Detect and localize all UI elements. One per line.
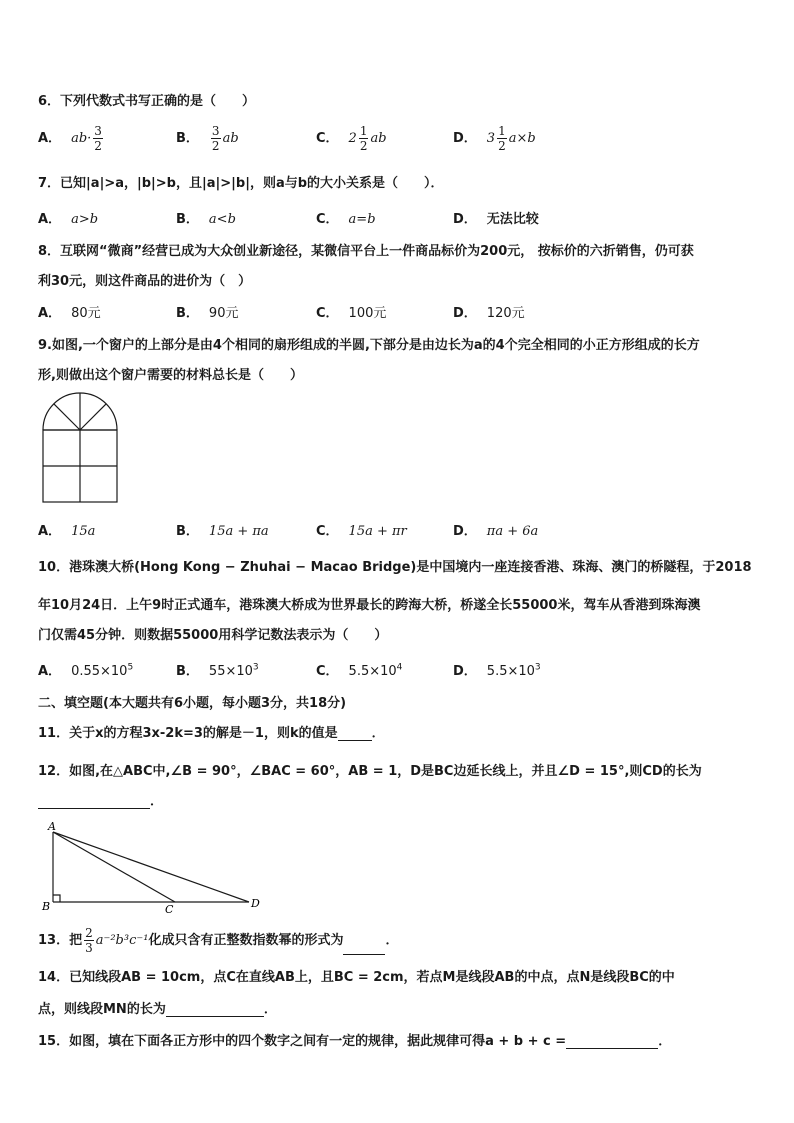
q11-answer-blank[interactable] bbox=[338, 727, 372, 741]
q14-line2: 点，则线段MN的长为 ． bbox=[38, 1002, 277, 1017]
q9-option-c: C． 15a + πr bbox=[316, 524, 407, 539]
point-label-d: D bbox=[251, 897, 260, 910]
q9-option-a: A． 15a bbox=[38, 524, 96, 539]
point-label-b: B bbox=[42, 900, 51, 913]
q7-option-d: D． 无法比较 bbox=[453, 212, 539, 227]
window-figure bbox=[40, 392, 120, 504]
section-heading: 二、填空题(本大题共有6小题，每小题3分，共18分) bbox=[38, 696, 347, 711]
q7-option-a: A． a>b bbox=[38, 212, 99, 227]
point-label-a: A bbox=[48, 820, 56, 833]
q7-option-c: C． a=b bbox=[316, 212, 376, 227]
q14-line1: 14．已知线段AB = 10cm，点C在直线AB上，且BC = 2cm，若点M是线段AB的中点，点N是线段BC的中 bbox=[38, 970, 675, 985]
q8-stem-line2: 利30元，则这件商品的进价为（ ） bbox=[38, 274, 252, 289]
q10-stem-line1: 10．港珠澳大桥(Hong Kong − Zhuhai − Macao Bridge)是中国境内一座连接香港、珠海、澳门的桥隧程，于2018 bbox=[38, 560, 752, 575]
q15-answer-blank[interactable] bbox=[566, 1035, 658, 1049]
q6-option-b: B． $\frac{3}{2}$ ab bbox=[176, 124, 239, 153]
point-label-c: C bbox=[165, 903, 174, 916]
q11-stem: 11．关于x的方程3x-2k=3的解是－1，则k的值是 ． bbox=[38, 726, 385, 741]
q6-option-d: D． 3 $\frac{1}{2}$ a×b bbox=[453, 124, 536, 153]
q15-stem: 15．如图，填在下面各正方形中的四个数字之间有一定的规律，据此规律可得a + b + c = ． bbox=[38, 1034, 672, 1049]
q8-stem-line1: 8．互联网“微商”经营已成为大众创业新途径，某微信平台上一件商品标价为200元， 按标价的六折销售，仍可获 bbox=[38, 244, 694, 259]
q9-stem-line1: 9.如图,一个窗户的上部分是由4个相同的扇形组成的半圆,下部分是由边长为a的4个完全相同的小正方形组成的长方 bbox=[38, 338, 700, 353]
q10-option-d: D． $5.5\times 10^3$ bbox=[453, 662, 541, 679]
q10-option-a: A． $0.55\times 10^5$ bbox=[38, 662, 134, 679]
right-angle-mark bbox=[53, 895, 60, 902]
q8-option-c: C． 100元 bbox=[316, 306, 387, 321]
q10-stem-line3: 门仅需45分钟．则数据55000用科学记数法表示为（ ） bbox=[38, 628, 388, 643]
triangle-figure bbox=[36, 818, 268, 918]
q10-option-c: C． $5.5\times 10^4$ bbox=[316, 662, 403, 679]
q12-answer-blank[interactable] bbox=[38, 795, 150, 809]
q6-option-c: C． 2 $\frac{1}{2}$ ab bbox=[316, 124, 387, 153]
q10-option-b: B． $55\times 10^3$ bbox=[176, 662, 259, 679]
q14-answer-blank[interactable] bbox=[166, 1003, 264, 1017]
q7-option-b: B． a<b bbox=[176, 212, 236, 227]
q8-option-a: A． 80元 bbox=[38, 306, 101, 321]
q13-stem: 13．把 $\frac{2}{3}$ a⁻²b³c⁻¹化成只含有正整数指数幂的形式为 ． bbox=[38, 926, 399, 955]
q8-option-b: B． 90元 bbox=[176, 306, 239, 321]
q6-option-a: A． ab· $\frac{3}{2}$ bbox=[38, 124, 102, 153]
q9-option-b: B． 15a + πa bbox=[176, 524, 269, 539]
q10-stem-line2: 年10月24日．上午9时正式通车，港珠澳大桥成为世界最长的跨海大桥，桥遂全长55000米，驾车从香港到珠海澳 bbox=[38, 598, 701, 613]
q13-answer-blank[interactable] bbox=[343, 941, 385, 955]
q6-stem: 6．下列代数式书写正确的是（ ） bbox=[38, 94, 256, 109]
q8-option-d: D． 120元 bbox=[453, 306, 525, 321]
q9-stem-line2: 形,则做出这个窗户需要的材料总长是（ ） bbox=[38, 368, 303, 383]
q12-answer-line: ． bbox=[38, 790, 163, 809]
q9-option-d: D． πa + 6a bbox=[453, 524, 539, 539]
q12-stem: 12．如图,在△ABC中,∠B = 90°，∠BAC = 60°，AB = 1，D是BC边延长线上，并且∠D = 15°,则CD的长为 bbox=[38, 764, 702, 779]
q7-stem: 7．已知|a|>a，|b|>b，且|a|>|b|，则a与b的大小关系是（ ）． bbox=[38, 176, 444, 191]
